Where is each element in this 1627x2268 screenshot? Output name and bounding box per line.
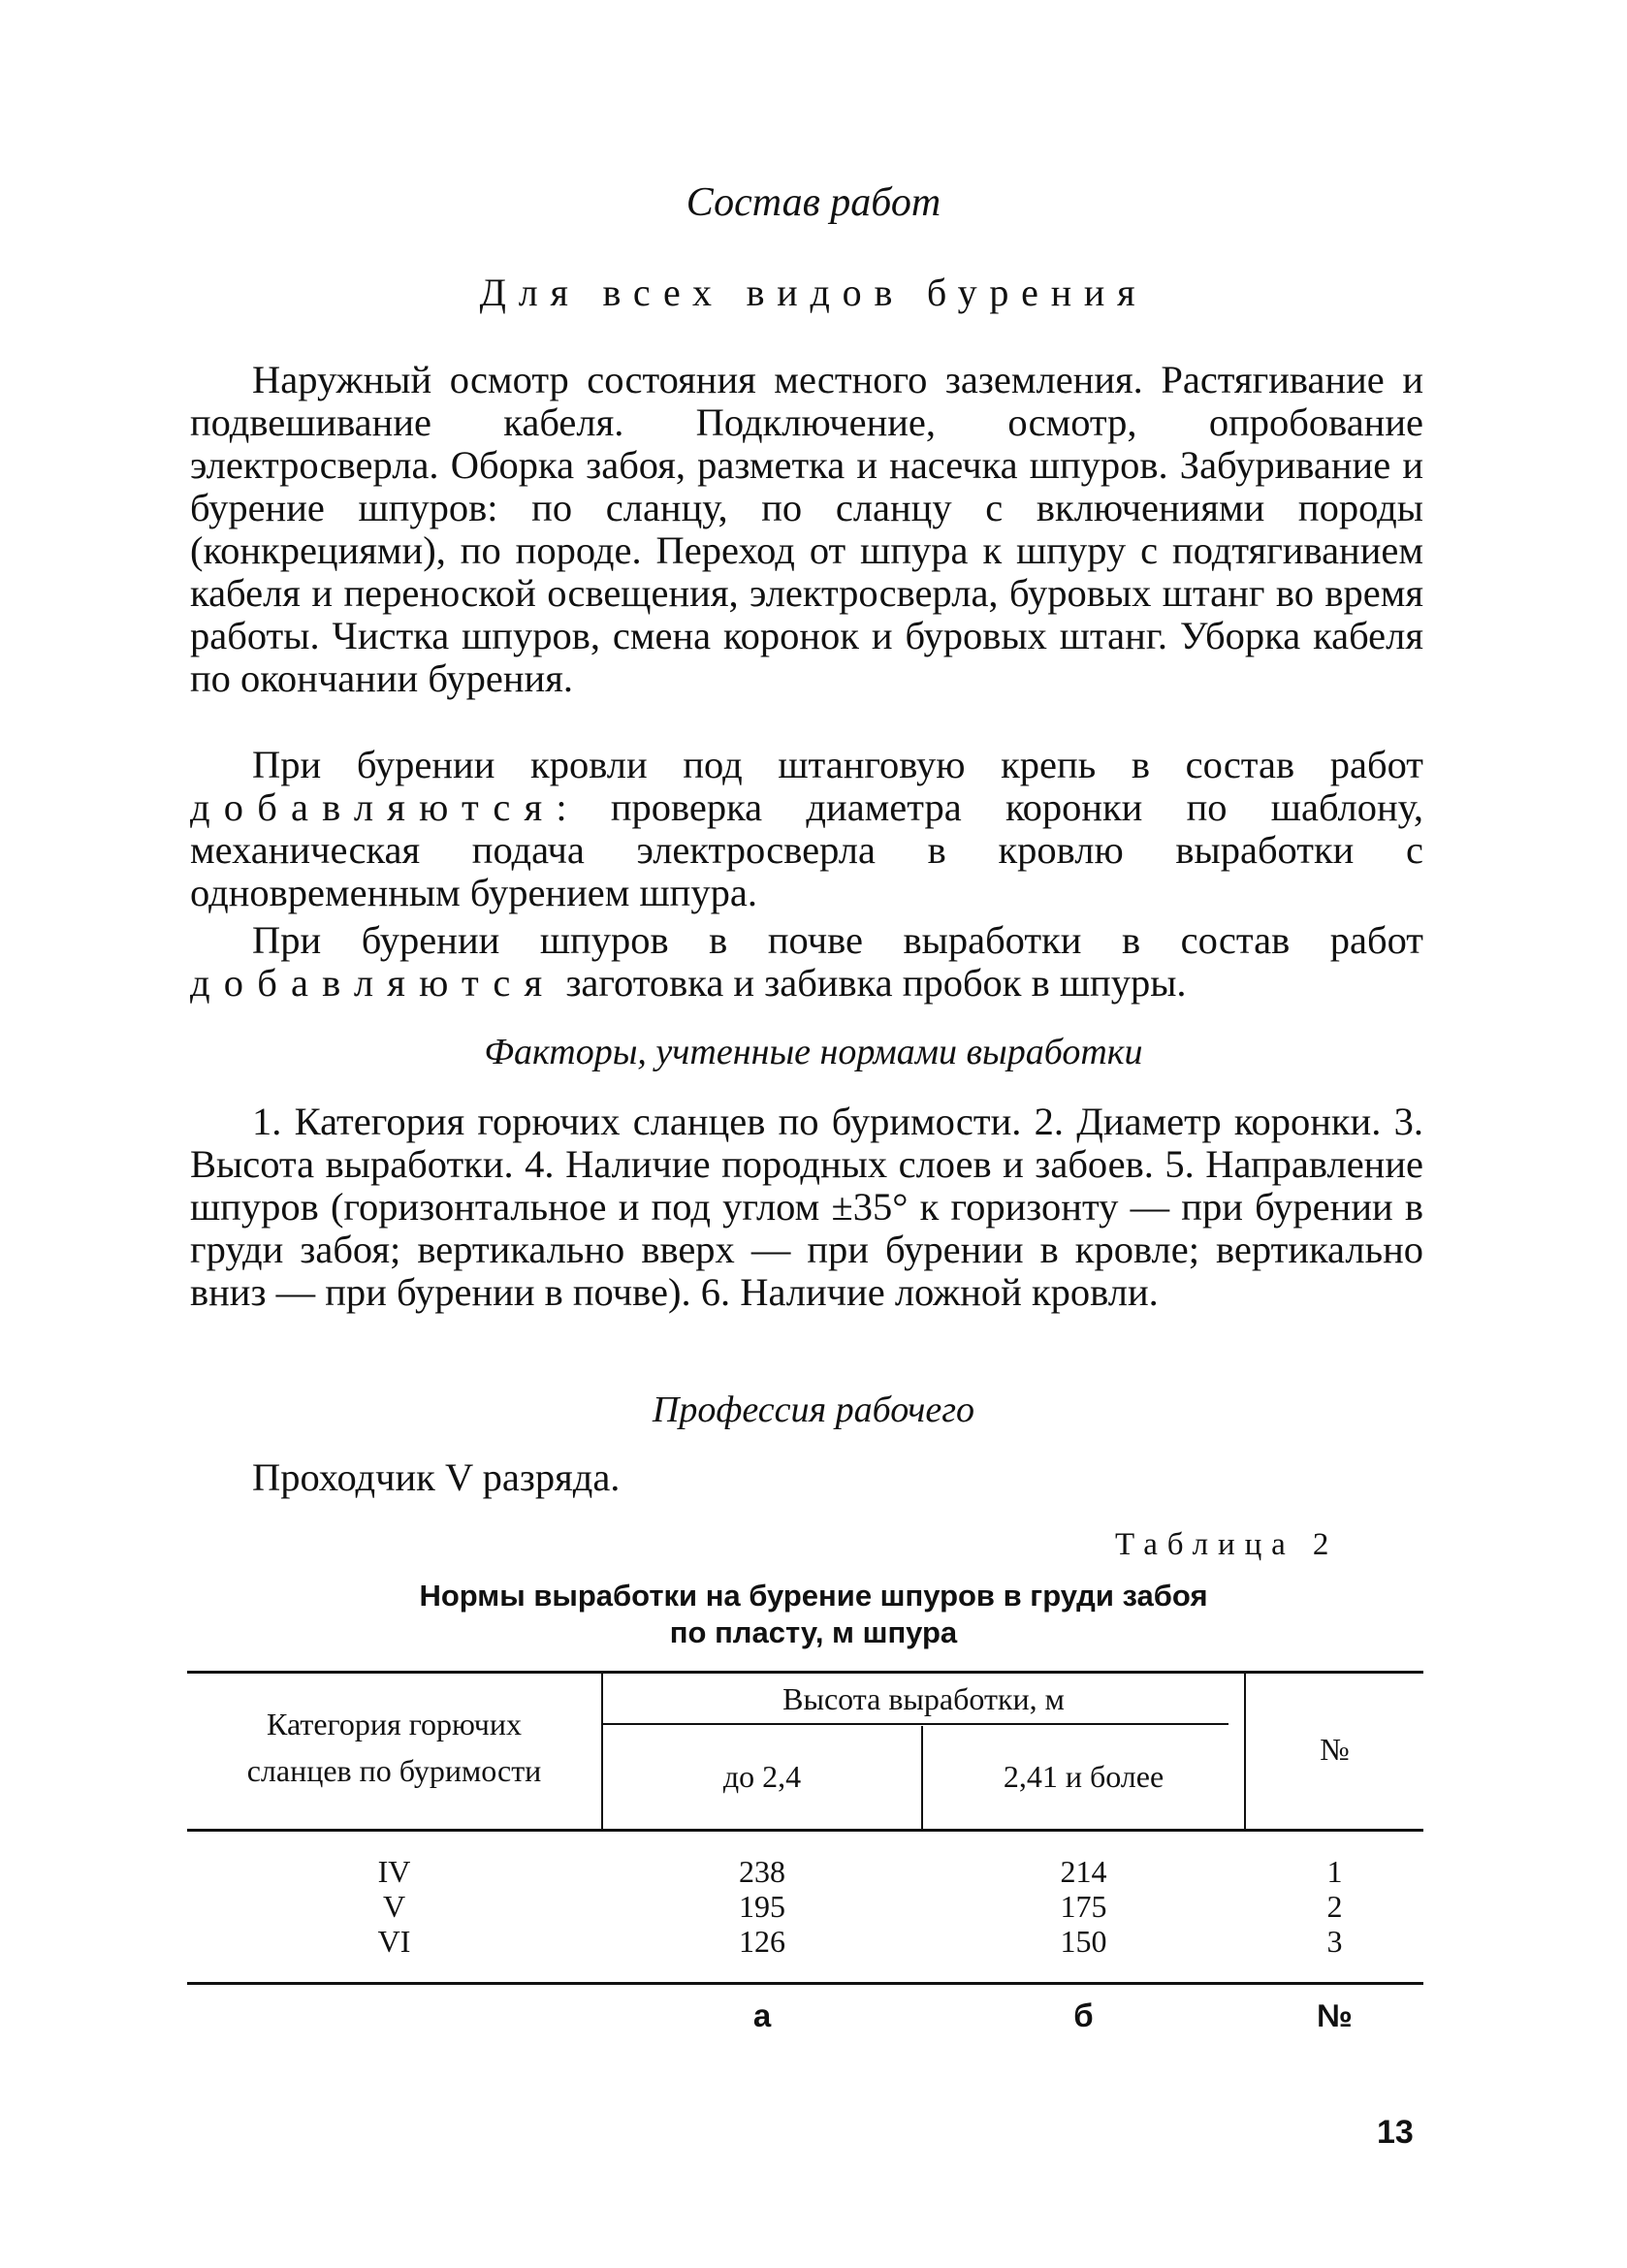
cell-category: VI xyxy=(377,1924,411,1959)
table-top-rule xyxy=(187,1671,1423,1674)
cell-b: 214 xyxy=(1060,1854,1107,1889)
paragraph-text: Проходчик V разряда. xyxy=(252,1455,621,1499)
cell-b: 150 xyxy=(1060,1924,1107,1959)
table-caption-line: Нормы выработки на бурение шпуров в груди забоя xyxy=(419,1579,1208,1613)
emphasis-word: добавляются xyxy=(190,961,557,1005)
paragraph-text: 1. Категория горючих сланцев по буримости. 2. Диаметр коронки. 3. Высота выработки. 4. Наличие породных слоев и забоев. 5. Направление шпуров (горизонтальное и под углом ±35° к горизонту — при бурении в груди забоя; вертикально вверх — при бурении в кровле; вертикально вниз — при бурении в почве). 6. Наличие ложной кровли. xyxy=(190,1100,1423,1314)
paragraph-factors xyxy=(190,1101,1423,1314)
section-heading: Состав работ xyxy=(686,180,941,225)
table-footer-no: № xyxy=(1317,1997,1353,2033)
page-number: 13 xyxy=(1377,2114,1414,2151)
factors-heading: Факторы, учтенные нормами выработки xyxy=(484,1032,1143,1072)
table-caption-line: по пласту, м шпура xyxy=(669,1615,958,1649)
column-header-no: № xyxy=(1320,1732,1350,1767)
profession-heading: Профессия рабочего xyxy=(652,1390,975,1430)
paragraph-rest: заготовка и забивка пробок в шпуры. xyxy=(556,961,1187,1005)
cell-no: 2 xyxy=(1326,1889,1343,1924)
paragraph-roof-drilling xyxy=(190,744,1423,914)
column-header-line: Категория горючих xyxy=(267,1707,522,1741)
cell-b: 175 xyxy=(1060,1889,1107,1924)
cell-category: V xyxy=(382,1889,406,1924)
column-header-height: Высота выработки, м xyxy=(782,1681,1065,1716)
cell-no: 1 xyxy=(1326,1854,1343,1889)
column-header-a: до 2,4 xyxy=(722,1759,802,1794)
table-bottom-rule xyxy=(187,1982,1423,1985)
column-header-category xyxy=(187,1701,601,1794)
column-header-line: сланцев по буримости xyxy=(246,1753,542,1788)
paragraph-lead: При бурении кровли под штанговую крепь в состав работ xyxy=(252,743,1423,786)
paragraph-floor-drilling xyxy=(190,919,1423,1005)
column-header-b: 2,41 и более xyxy=(1003,1759,1164,1794)
paragraph-profession xyxy=(190,1456,1423,1499)
table-label: Таблица 2 xyxy=(1115,1527,1339,1562)
cell-a: 238 xyxy=(739,1854,785,1889)
cell-no: 3 xyxy=(1326,1924,1343,1959)
table-footer-a: а xyxy=(752,1997,772,2033)
paragraph-rest: : проверка диаметра коронки по шаблону, механическая подача электросверла в кровлю выработки с одновременным бурением шпура. xyxy=(190,785,1423,914)
header-subrule xyxy=(603,1723,1228,1725)
table-footer-b: б xyxy=(1073,1997,1094,2033)
cell-category: IV xyxy=(377,1854,411,1889)
cell-a: 195 xyxy=(739,1889,785,1924)
paragraph-work-composition xyxy=(190,359,1423,700)
emphasis-word: добавляются xyxy=(190,785,557,829)
paragraph-lead: При бурении шпуров в почве выработки в состав работ xyxy=(252,918,1423,962)
paragraph-text: Наружный осмотр состояния местного заземления. Растягивание и подвешивание кабеля. Подключение, осмотр, опробование электросверла. Оборка забоя, разметка и насечка шпуров. Забуривание и бурение шпуров: по сланцу, по сланцу с включениями породы (конкрециями), по породе. Переход от шпура к шпуру с подтягиванием кабеля и переноской освещения, электросверла, буровых штанг во время работы. Чистка шпуров, смена коронок и буровых штанг. Уборка кабеля по окончании бурения. xyxy=(190,358,1423,700)
section-subheading: Для всех видов бурения xyxy=(479,271,1148,314)
cell-a: 126 xyxy=(739,1924,785,1959)
table-caption xyxy=(0,1578,1627,1651)
header-bottom-rule xyxy=(187,1829,1423,1832)
